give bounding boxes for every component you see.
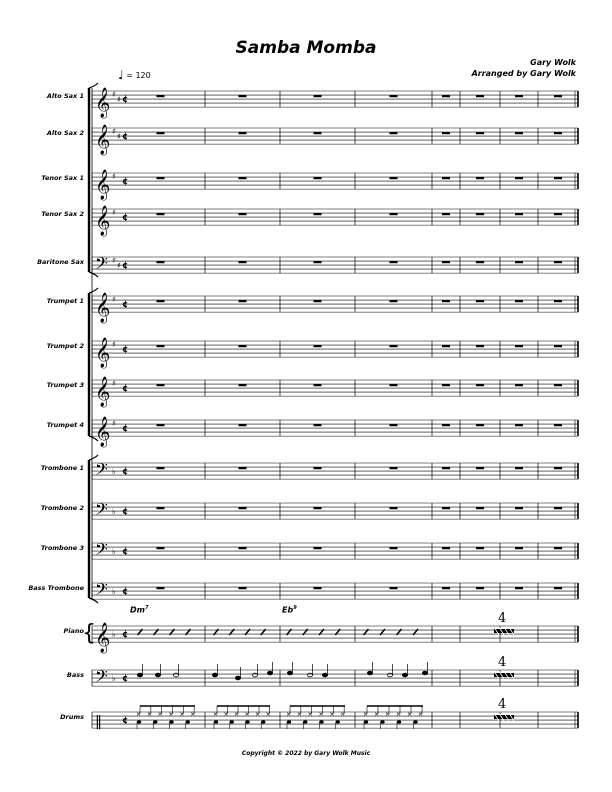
whole-rest-icon: [390, 95, 398, 97]
whole-rest-icon: [554, 300, 562, 302]
kick-note-head: [230, 720, 234, 723]
note-head: [367, 671, 372, 675]
whole-rest-icon: [554, 547, 562, 549]
whole-rest-icon: [515, 95, 523, 97]
bass-clef-icon: 𝄢: [95, 579, 108, 604]
whole-rest-icon: [390, 132, 398, 134]
whole-rest-icon: [442, 213, 450, 215]
time-signature: ¢: [122, 587, 129, 597]
flat-icon: ♭: [112, 507, 116, 516]
note-head: [137, 673, 142, 677]
kick-note-head: [287, 720, 291, 723]
whole-rest-icon: [554, 213, 562, 215]
time-signature: ¢: [122, 424, 129, 434]
whole-rest-icon: [442, 424, 450, 426]
whole-rest-icon: [476, 467, 484, 469]
time-signature: ¢: [122, 213, 129, 223]
whole-rest-icon: [515, 177, 523, 179]
treble-clef-icon: 𝄞: [95, 170, 111, 201]
time-signature: ¢: [122, 467, 129, 477]
whole-rest-icon: [515, 300, 523, 302]
hihat-x-icon: ×: [157, 711, 163, 718]
instrument-label: Trumpet 4: [46, 421, 84, 429]
whole-rest-icon: [442, 261, 450, 263]
flat-icon: ♭: [112, 630, 116, 639]
note-head: [387, 673, 392, 677]
whole-rest-icon: [314, 132, 322, 134]
whole-rest-icon: [442, 547, 450, 549]
note-head: [287, 671, 292, 675]
instrument-label: Bass: [66, 671, 84, 679]
whole-rest-icon: [515, 345, 523, 347]
treble-clef-icon: 𝄞: [95, 88, 111, 119]
note-head: [322, 673, 327, 677]
chord-symbol: Dm$^7$: [130, 605, 149, 615]
kick-note-head: [186, 720, 190, 723]
kick-note-head: [261, 720, 265, 723]
whole-rest-icon: [157, 467, 165, 469]
flat-icon: ♭: [112, 587, 116, 596]
time-signature: ¢: [122, 300, 129, 310]
whole-rest-icon: [515, 547, 523, 549]
whole-rest-icon: [442, 345, 450, 347]
instrument-label: Trumpet 3: [46, 381, 84, 389]
whole-rest-icon: [476, 424, 484, 426]
bass-clef-icon: 𝄢: [95, 253, 108, 278]
treble-clef-icon: 𝄞: [95, 338, 111, 369]
time-signature: ¢: [122, 132, 129, 142]
whole-rest-icon: [476, 95, 484, 97]
time-signature: ¢: [122, 345, 129, 355]
whole-rest-icon: [442, 384, 450, 386]
hihat-x-icon: ×: [374, 711, 380, 718]
whole-rest-icon: [314, 213, 322, 215]
sharp-icon: ♯: [112, 340, 116, 349]
note-head: [252, 673, 257, 677]
sharp-icon: ♯: [112, 256, 116, 265]
whole-rest-icon: [239, 345, 247, 347]
whole-rest-icon: [476, 261, 484, 263]
hihat-x-icon: ×: [407, 711, 413, 718]
treble-clef-icon: 𝄞: [95, 377, 111, 408]
chord-symbol: Eb$^9$: [282, 605, 297, 615]
whole-rest-icon: [239, 261, 247, 263]
note-head: [235, 676, 240, 680]
tempo-marking: ♩ = 120: [118, 68, 151, 82]
sharp-icon: ♯: [112, 90, 116, 99]
bass-clef-icon: 𝄢: [95, 539, 108, 564]
instrument-label: Trumpet 2: [46, 342, 84, 350]
instrument-label: Tenor Sax 1: [41, 174, 84, 182]
whole-rest-icon: [515, 587, 523, 589]
hihat-x-icon: ×: [146, 711, 152, 718]
multi-rest-count: 4: [498, 611, 507, 626]
hihat-x-icon: ×: [363, 711, 369, 718]
whole-rest-icon: [390, 424, 398, 426]
whole-rest-icon: [515, 384, 523, 386]
note-head: [422, 671, 427, 675]
hihat-x-icon: ×: [418, 711, 424, 718]
note-head: [212, 673, 217, 677]
kick-note-head: [380, 720, 384, 723]
arranger: Arranged by Gary Wolk: [471, 69, 576, 78]
sharp-icon: ♯: [117, 261, 121, 270]
whole-rest-icon: [390, 177, 398, 179]
whole-rest-icon: [157, 345, 165, 347]
whole-rest-icon: [390, 384, 398, 386]
instrument-label: Trombone 3: [40, 544, 84, 552]
whole-rest-icon: [476, 177, 484, 179]
whole-rest-icon: [239, 132, 247, 134]
instrument-label: Alto Sax 1: [46, 92, 84, 100]
treble-clef-icon: 𝄞: [95, 125, 111, 156]
kick-note-head: [364, 720, 368, 723]
hihat-x-icon: ×: [136, 711, 142, 718]
whole-rest-icon: [442, 95, 450, 97]
flat-icon: ♭: [112, 674, 116, 683]
instrument-label: Alto Sax 2: [46, 129, 84, 137]
hihat-x-icon: ×: [223, 711, 229, 718]
bass-clef-icon: 𝄢: [95, 499, 108, 524]
treble-clef-icon: 𝄞: [95, 623, 111, 654]
whole-rest-icon: [554, 507, 562, 509]
whole-rest-icon: [554, 177, 562, 179]
whole-rest-icon: [390, 467, 398, 469]
whole-rest-icon: [554, 587, 562, 589]
whole-rest-icon: [157, 587, 165, 589]
whole-rest-icon: [476, 300, 484, 302]
whole-rest-icon: [515, 261, 523, 263]
instrument-label: Trombone 2: [40, 504, 84, 512]
hihat-x-icon: ×: [396, 711, 402, 718]
hihat-x-icon: ×: [244, 711, 250, 718]
time-signature: ¢: [122, 95, 129, 105]
whole-rest-icon: [554, 384, 562, 386]
whole-rest-icon: [515, 132, 523, 134]
time-signature: ¢: [122, 547, 129, 557]
whole-rest-icon: [314, 384, 322, 386]
hihat-x-icon: ×: [329, 711, 335, 718]
time-signature: ¢: [122, 384, 129, 394]
sharp-icon: ♯: [112, 208, 116, 217]
whole-rest-icon: [476, 213, 484, 215]
whole-rest-icon: [157, 261, 165, 263]
whole-rest-icon: [157, 95, 165, 97]
whole-rest-icon: [157, 132, 165, 134]
sharp-icon: ♯: [112, 172, 116, 181]
flat-icon: ♭: [112, 547, 116, 556]
treble-clef-icon: 𝄞: [95, 206, 111, 237]
whole-rest-icon: [476, 547, 484, 549]
bass-clef-icon: 𝄢: [95, 459, 108, 484]
whole-rest-icon: [476, 587, 484, 589]
sharp-icon: ♯: [112, 419, 116, 428]
instrument-label: Baritone Sax: [37, 258, 84, 266]
whole-rest-icon: [476, 345, 484, 347]
multi-rest-count: 4: [498, 697, 507, 712]
sharp-icon: ♯: [117, 95, 121, 104]
composer: Gary Wolk: [530, 58, 576, 67]
whole-rest-icon: [390, 261, 398, 263]
note-head: [155, 673, 160, 677]
whole-rest-icon: [442, 177, 450, 179]
hihat-x-icon: ×: [255, 711, 261, 718]
kick-note-head: [397, 720, 401, 723]
whole-rest-icon: [442, 587, 450, 589]
kick-note-head: [303, 720, 307, 723]
kick-note-head: [245, 720, 249, 723]
whole-rest-icon: [554, 132, 562, 134]
whole-rest-icon: [554, 95, 562, 97]
kick-note-head: [153, 720, 157, 723]
whole-rest-icon: [314, 345, 322, 347]
whole-rest-icon: [314, 587, 322, 589]
sharp-icon: ♯: [117, 132, 121, 141]
time-signature: ¢: [122, 716, 129, 726]
kick-note-head: [336, 720, 340, 723]
whole-rest-icon: [390, 213, 398, 215]
whole-rest-icon: [314, 261, 322, 263]
whole-rest-icon: [390, 300, 398, 302]
hihat-x-icon: ×: [168, 711, 174, 718]
whole-rest-icon: [314, 177, 322, 179]
hihat-x-icon: ×: [213, 711, 219, 718]
instrument-label: Drums: [60, 713, 84, 721]
whole-rest-icon: [390, 507, 398, 509]
whole-rest-icon: [314, 300, 322, 302]
whole-rest-icon: [476, 132, 484, 134]
sharp-icon: ♯: [112, 295, 116, 304]
whole-rest-icon: [239, 95, 247, 97]
percussion-clef-icon: ‖: [95, 714, 102, 731]
note-head: [307, 673, 312, 677]
whole-rest-icon: [515, 424, 523, 426]
sharp-icon: ♯: [112, 379, 116, 388]
whole-rest-icon: [442, 300, 450, 302]
whole-rest-icon: [239, 300, 247, 302]
whole-rest-icon: [554, 261, 562, 263]
hihat-x-icon: ×: [190, 711, 196, 718]
kick-note-head: [137, 720, 141, 723]
flat-icon: ♭: [112, 467, 116, 476]
note-head: [267, 671, 272, 675]
quarter-note-icon: ♩: [118, 68, 124, 82]
whole-rest-icon: [554, 345, 562, 347]
time-signature: ¢: [122, 630, 129, 640]
time-signature: ¢: [122, 177, 129, 187]
instrument-label: Tenor Sax 2: [41, 210, 84, 218]
hihat-x-icon: ×: [385, 711, 391, 718]
whole-rest-icon: [390, 345, 398, 347]
whole-rest-icon: [314, 467, 322, 469]
bass-clef-icon: 𝄢: [95, 666, 108, 691]
hihat-x-icon: ×: [265, 711, 271, 718]
note-head: [402, 673, 407, 677]
hihat-x-icon: ×: [179, 711, 185, 718]
whole-rest-icon: [314, 507, 322, 509]
instrument-label: Piano: [63, 627, 84, 635]
instrument-label: Bass Trombone: [28, 584, 84, 592]
whole-rest-icon: [554, 467, 562, 469]
score-title: Samba Momba: [235, 38, 377, 58]
copyright: Copyright © 2022 by Gary Wolk Music: [241, 750, 371, 757]
whole-rest-icon: [157, 507, 165, 509]
whole-rest-icon: [239, 547, 247, 549]
kick-note-head: [214, 720, 218, 723]
treble-clef-icon: 𝄞: [95, 417, 111, 448]
instrument-label: Trombone 1: [40, 464, 84, 472]
whole-rest-icon: [515, 213, 523, 215]
whole-rest-icon: [239, 467, 247, 469]
whole-rest-icon: [239, 384, 247, 386]
whole-rest-icon: [314, 95, 322, 97]
whole-rest-icon: [239, 507, 247, 509]
hihat-x-icon: ×: [307, 711, 313, 718]
hihat-x-icon: ×: [318, 711, 324, 718]
whole-rest-icon: [442, 132, 450, 134]
hihat-x-icon: ×: [296, 711, 302, 718]
whole-rest-icon: [390, 587, 398, 589]
time-signature: ¢: [122, 674, 129, 684]
whole-rest-icon: [157, 384, 165, 386]
hihat-x-icon: ×: [234, 711, 240, 718]
whole-rest-icon: [442, 467, 450, 469]
whole-rest-icon: [157, 177, 165, 179]
sharp-icon: ♯: [112, 127, 116, 136]
multi-rest-count: 4: [498, 655, 507, 670]
whole-rest-icon: [239, 424, 247, 426]
time-signature: ¢: [122, 261, 129, 271]
whole-rest-icon: [239, 213, 247, 215]
whole-rest-icon: [157, 547, 165, 549]
whole-rest-icon: [239, 587, 247, 589]
kick-note-head: [319, 720, 323, 723]
whole-rest-icon: [390, 547, 398, 549]
whole-rest-icon: [515, 507, 523, 509]
whole-rest-icon: [554, 424, 562, 426]
whole-rest-icon: [239, 177, 247, 179]
whole-rest-icon: [442, 507, 450, 509]
whole-rest-icon: [157, 300, 165, 302]
whole-rest-icon: [157, 213, 165, 215]
whole-rest-icon: [515, 467, 523, 469]
note-head: [173, 673, 178, 677]
kick-note-head: [169, 720, 173, 723]
instrument-label: Trumpet 1: [46, 297, 84, 305]
whole-rest-icon: [157, 424, 165, 426]
whole-rest-icon: [314, 547, 322, 549]
treble-clef-icon: 𝄞: [95, 293, 111, 324]
kick-note-head: [413, 720, 417, 723]
time-signature: ¢: [122, 507, 129, 517]
hihat-x-icon: ×: [286, 711, 292, 718]
whole-rest-icon: [476, 384, 484, 386]
whole-rest-icon: [314, 424, 322, 426]
piano-brace-icon: {: [82, 621, 96, 646]
hihat-x-icon: ×: [340, 711, 346, 718]
whole-rest-icon: [476, 507, 484, 509]
